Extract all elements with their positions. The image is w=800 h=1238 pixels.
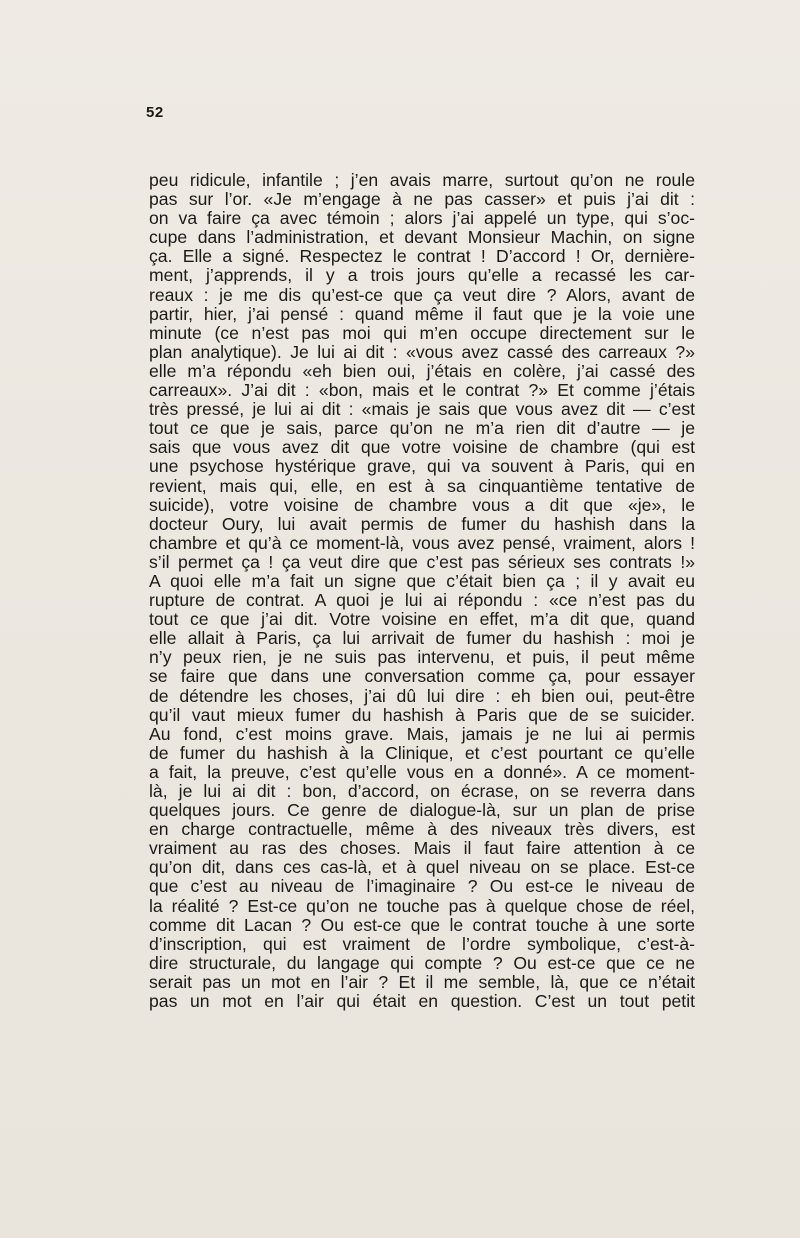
text-line: elle allait à Paris, ça lui arrivait de fumer du hashish : moi je — [149, 628, 695, 649]
text-line: de détendre les choses, j’ai dû lui dire : eh bien oui, peut-être — [149, 685, 695, 706]
text-line: plan analytique). Je lui ai dit : «vous avez cassé des carreaux ?» — [149, 341, 695, 362]
text-line: en charge contractuelle, même à des niveaux très divers, est — [149, 819, 695, 840]
text-line: d’inscription, qui est vraiment de l’ordre symbolique, c’est-à- — [149, 933, 695, 954]
text-line: revient, mais qui, elle, en est à sa cinquantième tentative de — [149, 475, 695, 496]
text-line: cupe dans l’administration, et devant Monsieur Machin, on signe — [149, 227, 695, 248]
text-line: se faire que dans une conversation comme ça, pour essayer — [149, 666, 695, 687]
text-line: minute (ce n’est pas moi qui m’en occupe directement sur le — [149, 322, 695, 343]
text-line: sais que vous avez dit que votre voisine de chambre (qui est — [149, 437, 695, 458]
text-line: qu’il vaut mieux fumer du hashish à Paris que de se suicider. — [149, 704, 695, 725]
text-line: la réalité ? Est-ce qu’on ne touche pas à quelque chose de réel, — [149, 895, 695, 916]
text-line: comme dit Lacan ? Ou est-ce que le contrat touche à une sorte — [149, 914, 695, 935]
text-line: s’il permet ça ! ça veut dire que c’est pas sérieux ses contrats !» — [149, 551, 695, 572]
text-line: peu ridicule, infantile ; j’en avais marre, surtout qu’on ne roule — [149, 170, 695, 190]
text-line: de fumer du hashish à la Clinique, et c’est pourtant ce qu’elle — [149, 742, 695, 763]
body-text — [149, 171, 695, 1011]
text-line: serait pas un mot en l’air ? Et il me semble, là, que ce n’était — [149, 971, 695, 992]
text-line: vraiment au ras des choses. Mais il faut faire attention à ce — [149, 838, 695, 859]
text-line: n’y peux rien, je ne suis pas intervenu, et puis, il peut même — [149, 647, 695, 668]
text-line: quelques jours. Ce genre de dialogue-là, sur un plan de prise — [149, 800, 695, 821]
text-line: a fait, la preuve, c’est qu’elle vous en a donné». A ce moment- — [149, 761, 695, 782]
text-line: docteur Oury, lui avait permis de fumer du hashish dans la — [149, 513, 695, 534]
text-line: partir, hier, j’ai pensé : quand même il faut que je la voie une — [149, 303, 695, 324]
text-line: pas sur l’or. «Je m’engage à ne pas casser» et puis j’ai dit : — [149, 189, 695, 210]
text-line: ça. Elle a signé. Respectez le contrat ! D’accord ! Or, dernière- — [149, 246, 695, 267]
text-line: tout ce que j’ai dit. Votre voisine en effet, m’a dit que, quand — [149, 609, 695, 630]
text-line: Au fond, c’est moins grave. Mais, jamais je ne lui ai permis — [149, 723, 695, 744]
text-line: très pressé, je lui ai dit : «mais je sais que vous avez dit — c’est — [149, 399, 695, 420]
text-line: carreaux». J’ai dit : «bon, mais et le contrat ?» Et comme j’étais — [149, 380, 695, 401]
text-line: pas un mot en l’air qui était en question. C’est un tout petit — [149, 991, 695, 1012]
text-line: ment, j’apprends, il y a trois jours qu’elle a recassé les car- — [149, 265, 695, 286]
text-line: A quoi elle m’a fait un signe que c’était bien ça ; il y avait eu — [149, 570, 695, 591]
text-line: reaux : je me dis qu’est-ce que ça veut dire ? Alors, avant de — [149, 284, 695, 305]
text-line: tout ce que je sais, parce qu’on ne m’a rien dit d’autre — je — [149, 418, 695, 439]
page-number: 52 — [146, 104, 164, 121]
text-line: qu’on dit, dans ces cas-là, et à quel niveau on se place. Est-ce — [149, 857, 695, 878]
text-line: là, je lui ai dit : bon, d’accord, on écrase, on se reverra dans — [149, 781, 695, 801]
text-line: elle m’a répondu «eh bien oui, j’étais en colère, j’ai cassé des — [149, 360, 695, 381]
text-line: chambre et qu’à ce moment-là, vous avez pensé, vraiment, alors ! — [149, 532, 695, 553]
text-line: suicide), votre voisine de chambre vous a dit que «je», le — [149, 494, 695, 515]
text-line: dire structurale, du langage qui compte ? Ou est-ce que ce ne — [149, 952, 695, 973]
text-line: rupture de contrat. A quoi je lui ai répondu : «ce n’est pas du — [149, 590, 695, 611]
text-line: que c’est au niveau de l’imaginaire ? Ou est-ce le niveau de — [149, 876, 695, 897]
text-line: une psychose hystérique grave, qui va souvent à Paris, qui en — [149, 456, 695, 477]
text-line: on va faire ça avec témoin ; alors j’ai appelé un type, qui s’oc- — [149, 208, 695, 229]
